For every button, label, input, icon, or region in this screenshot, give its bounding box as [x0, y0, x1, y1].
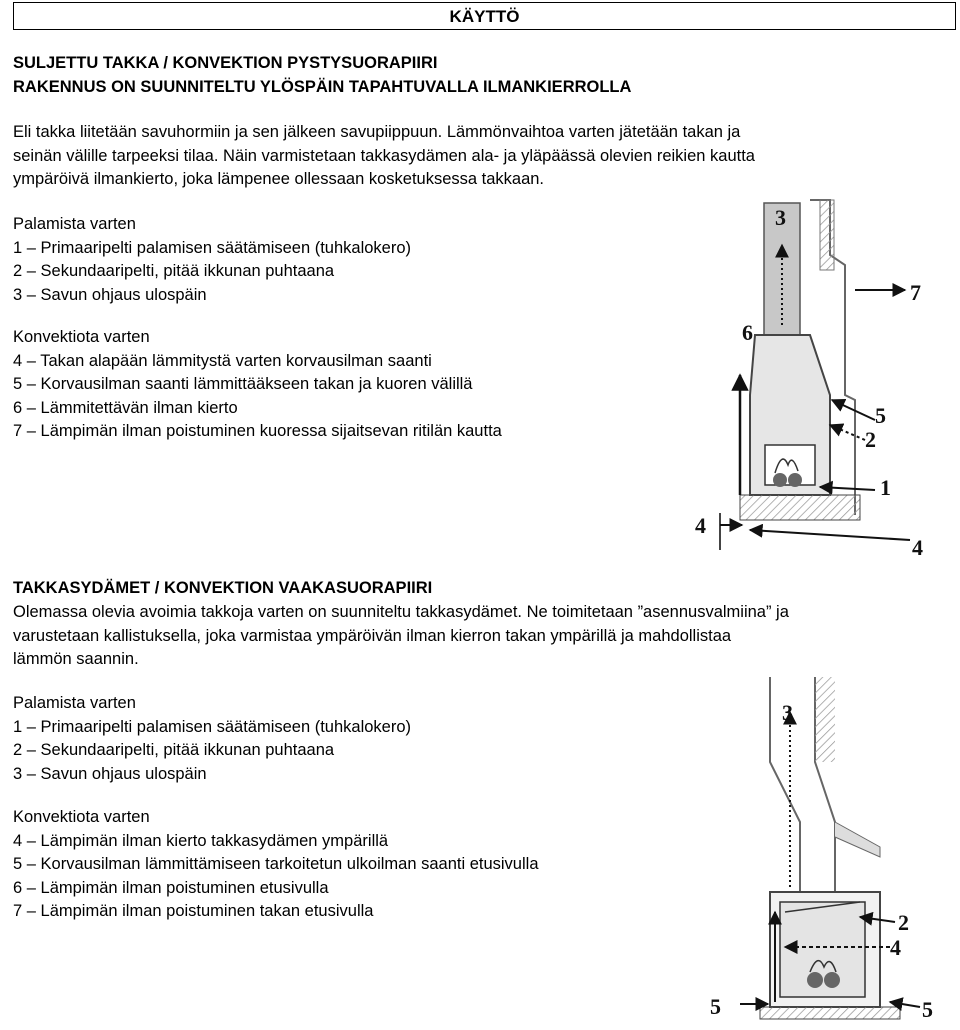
list-item: 2 – Sekundaaripelti, pitää ikkunan puhtaana	[13, 262, 335, 280]
diagram1-label-4b: 4	[912, 535, 923, 560]
list-item: 3 – Savun ohjaus ulospäin	[13, 764, 207, 783]
section1-convection-list	[13, 326, 502, 444]
section1-combustion-title: Palamista varten	[13, 215, 136, 233]
list-item: 4 – Lämpimän ilman kierto takkasydämen ympärillä	[13, 831, 389, 850]
list-item: 7 – Lämpimän ilman poistuminen takan etusivulla	[13, 902, 374, 920]
list-item: 5 – Korvausilman saanti lämmittääkseen takan ja kuoren välillä	[13, 375, 473, 393]
list-item: 7 – Lämpimän ilman poistuminen kuoressa sijaitsevan ritilän kautta	[13, 422, 502, 440]
horizontal-convection-diagram	[700, 672, 945, 1027]
diagram1-label-6: 6	[742, 320, 753, 345]
section2-intro	[13, 601, 789, 672]
section2-convection-list	[13, 806, 539, 924]
list-item: 1 – Primaaripelti palamisen säätämiseen (tuhkalokero)	[13, 717, 412, 736]
section1-intro-line: Eli takka liitetään savuhormiin ja sen jälkeen savupiippuun. Lämmönvaihtoa varten jätetään takan ja	[13, 123, 741, 141]
section2-heading: TAKKASYDÄMET / KONVEKTION VAAKASUORAPIIRI	[13, 579, 433, 597]
diagram1-label-4a: 4	[695, 513, 706, 538]
section2-intro-line: lämmön saannin.	[13, 650, 139, 668]
list-item: 4 – Takan alapään lämmitystä varten korvausilman saanti	[13, 351, 432, 370]
section1-heading	[13, 52, 631, 99]
diagram2-label-3: 3	[782, 700, 793, 725]
list-item: 6 – Lämpimän ilman poistuminen etusivulla	[13, 878, 329, 897]
list-item: 5 – Korvausilman lämmittämiseen tarkoitetun ulkoilman saanti etusivulla	[13, 855, 539, 873]
diagram1-label-3: 3	[775, 205, 786, 230]
section1-heading-line2: RAKENNUS ON SUUNNITELTU YLÖSPÄIN TAPAHTUVALLA ILMANKIERROLLA	[13, 77, 632, 96]
diagram2-label-5b: 5	[922, 997, 933, 1022]
list-item: 6 – Lämmitettävän ilman kierto	[13, 398, 238, 417]
section2-convection-title: Konvektiota varten	[13, 808, 150, 826]
section1-heading-line1: SULJETTU TAKKA / KONVEKTION PYSTYSUORAPIIRI	[13, 54, 438, 72]
diagram2-label-2: 2	[898, 910, 909, 935]
section1-intro-line: seinän välille tarpeeksi tilaa. Näin varmistetaan takkasydämen ala- ja yläpäässä olevien reikien kautta	[13, 146, 755, 165]
section1-intro-line: ympäröivä ilmankierto, joka lämpenee ollessaan kosketuksessa takkaan.	[13, 170, 545, 188]
diagram1-label-2: 2	[865, 427, 876, 452]
vertical-convection-diagram	[680, 195, 930, 560]
section2-intro-line: varustetaan kallistuksella, joka varmistaa ympäröivän ilman kierron takan ympärillä ja mahdollistaa	[13, 626, 732, 645]
section1-intro	[13, 121, 755, 192]
list-item: 2 – Sekundaaripelti, pitää ikkunan puhtaana	[13, 741, 335, 759]
section2-combustion-list	[13, 692, 411, 786]
diagram1-label-1: 1	[880, 475, 891, 500]
page-header: KÄYTTÖ	[13, 2, 956, 30]
diagram1-label-7: 7	[910, 280, 921, 305]
diagram2-label-4: 4	[890, 935, 901, 960]
section2-intro-line: Olemassa olevia avoimia takkoja varten on suunniteltu takkasydämet. Ne toimitetaan ”asennusvalmiina” ja	[13, 603, 789, 621]
list-item: 3 – Savun ohjaus ulospäin	[13, 285, 207, 304]
diagram2-label-5a: 5	[710, 994, 721, 1019]
section2-combustion-title: Palamista varten	[13, 694, 136, 712]
section1-convection-title: Konvektiota varten	[13, 328, 150, 346]
diagram1-label-5: 5	[875, 403, 886, 428]
section1-combustion-list	[13, 213, 411, 307]
list-item: 1 – Primaaripelti palamisen säätämiseen (tuhkalokero)	[13, 238, 412, 257]
